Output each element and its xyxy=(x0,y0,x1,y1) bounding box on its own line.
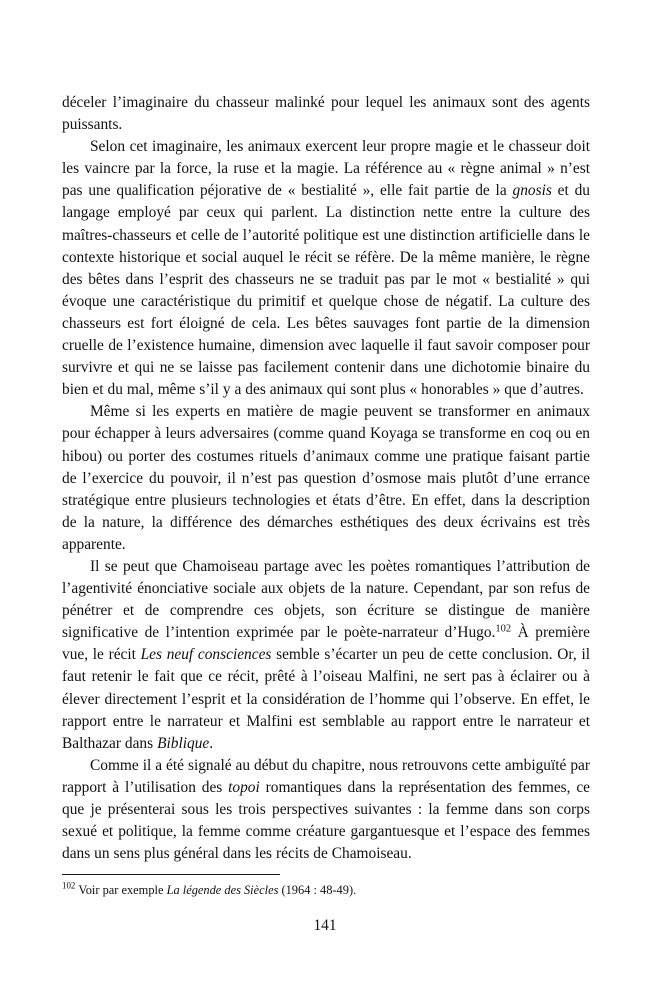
italic-run: gnosis xyxy=(512,182,552,200)
text-run: Selon cet imaginaire, les animaux exercent leur propre magie et le chasseur doit les vaincre par la force, la ruse et la magie. La référence au « règne animal » n’est pas une qualification péjorative de « bestialité », elle fait partie de la xyxy=(62,138,590,200)
body-text-column xyxy=(62,92,590,865)
italic-run: Biblique xyxy=(157,734,210,752)
text-run: romantiques dans la représentation des femmes, ce que je présenterai sous les trois perspectives suivantes : la femme dans son corps sexué et politique, la femme comme créature gargantuesque et l’espace des femmes dans un sens plus général dans les récits de Chamoiseau. xyxy=(62,778,591,863)
italic-run: Les neuf consciences xyxy=(140,646,272,664)
paragraph-4 xyxy=(62,556,590,755)
italic-run: La légende des Siècles xyxy=(166,883,279,897)
paragraph-1 xyxy=(62,92,590,136)
footnote-area xyxy=(62,874,590,898)
text-run: déceler l’imaginaire du chasseur malinké pour lequel les animaux sont des agents puissants. xyxy=(62,94,590,134)
text-run: À première vue, le récit xyxy=(62,624,590,664)
footnote-number: 102 xyxy=(62,880,76,891)
page-number: 141 xyxy=(313,917,337,934)
italic-run: topoi xyxy=(228,778,260,796)
text-run: Voir par exemple xyxy=(78,883,167,897)
text-run: . xyxy=(209,734,214,752)
footnote-102 xyxy=(62,882,590,898)
text-run: et du langage employé par ceux qui parlent. La distinction nette entre la culture des maîtres-chasseurs et celle de l’autorité politique est une distinction artificielle dans le contexte historique et social auquel le récit se réfère. De la même manière, le règne des bêtes dans l’esprit des chasseurs ne se traduit pas par le mot « bestialité » qui évoque une caractéristique du primitif et quelque chose de négatif. La culture des chasseurs est fort éloigné de cela. Les bêtes sauvages font partie de la dimension cruelle de l’existence humaine, dimension avec laquelle il faut savoir composer pour survivre et qui ne se laisse pas facilement contenir dans une dichotomie binaire du bien et du mal, même s’il y a des animaux qui sont plus « honorables » que d’autres. xyxy=(62,182,590,399)
text-run: semble s’écarter un peu de cette conclusion. Or, il faut retenir le fait que ce récit, prêté à l’oiseau Malfini, ne sert pas à éclairer ou à élever directement l’esprit et la considération de l’homme qui l’observe. En effet, le rapport entre le narrateur et Malfini est semblable au rapport entre le narrateur et Balthazar dans xyxy=(62,646,590,752)
paragraph-2 xyxy=(62,136,590,401)
footnote-separator-rule xyxy=(62,874,280,875)
paragraph-5 xyxy=(62,755,590,865)
text-run: Même si les experts en matière de magie peuvent se transformer en animaux pour échapper à leurs adversaires (comme quand Koyaga se transforme en coq ou en hibou) ou porter des costumes rituels d’animaux comme une pratique faisant partie de l’exercice du pouvoir, il n’est pas question d’osmose mais plutôt d’une errance stratégique entre plusieurs technologies et états d’être. En effet, dans la description de la nature, la différence des démarches esthétiques des deux écrivains est très apparente. xyxy=(62,403,590,553)
footnote-reference-marker[interactable]: 102 xyxy=(495,623,512,635)
text-run: Comme il a été signalé au début du chapitre, nous retrouvons cette ambiguïté par rapport à l’utilisation des xyxy=(62,756,590,796)
text-run: (1964 : 48-49). xyxy=(278,883,357,897)
paragraph-3 xyxy=(62,401,590,556)
text-run: Il se peut que Chamoiseau partage avec les poètes romantiques l’attribution de l’agentivité énonciative sociale aux objets de la nature. Cependant, par son refus de pénétrer et de comprendre ces objets, son écriture se distingue de manière significative de l’intention exprimée par le poète-narrateur d’Hugo. xyxy=(62,557,590,642)
